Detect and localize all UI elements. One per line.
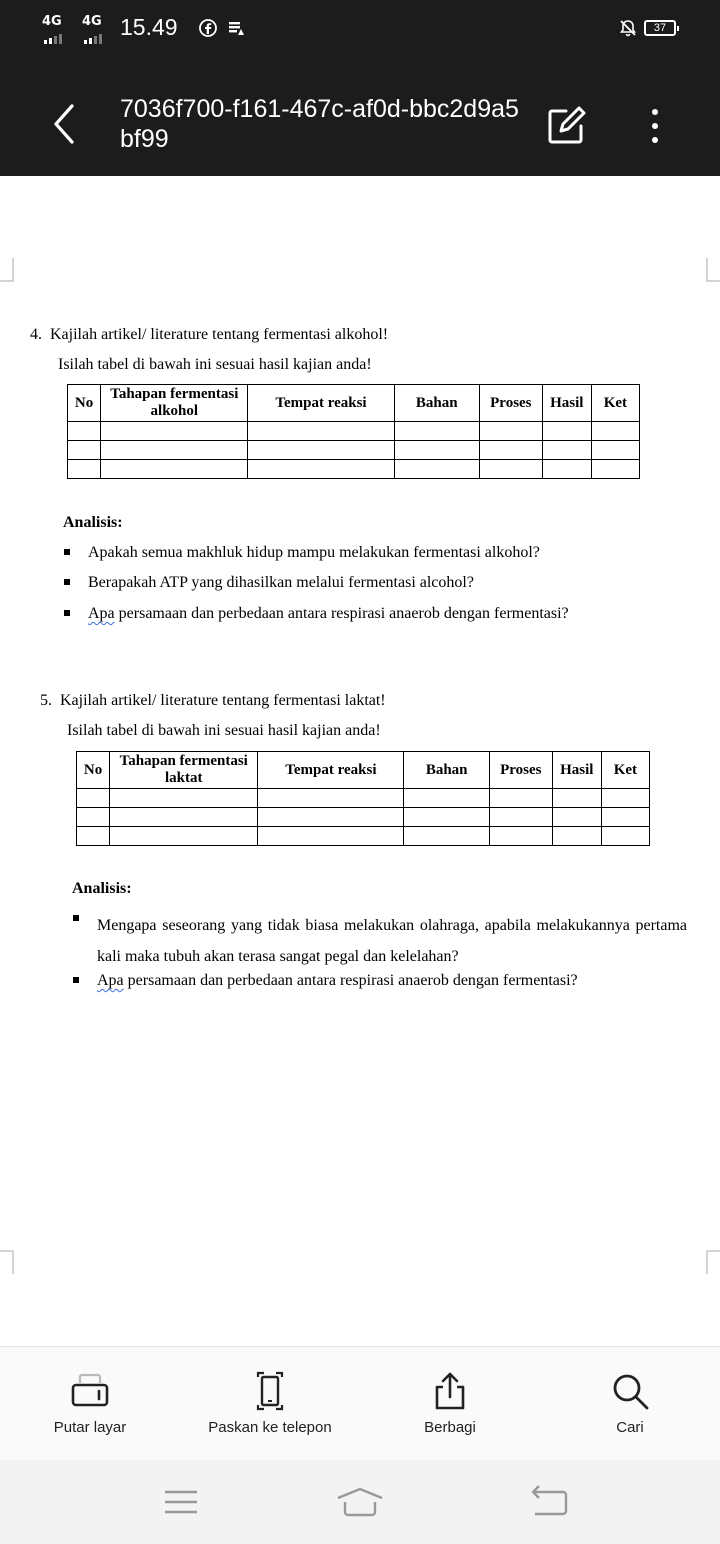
question-4-title [30, 326, 388, 344]
page-corner-mark [706, 258, 720, 282]
table-row [77, 827, 650, 846]
back-icon[interactable] [525, 1482, 575, 1522]
bullet-icon [64, 610, 70, 616]
search-icon [610, 1371, 650, 1411]
bullet-icon [73, 977, 79, 983]
col-header: Tempat reaksi [248, 385, 394, 422]
col-header: Hasil [552, 752, 601, 789]
table-row [68, 441, 640, 460]
analysis-item: Apa persamaan dan perbedaan antara respirasi anaerob dengan fermentasi? [88, 605, 569, 622]
share-label: Berbagi [424, 1419, 476, 1436]
analysis-item: Apakah semua makhluk hidup mampu melakukan fermentasi alkohol? [88, 544, 540, 561]
signal-bars-icon [84, 29, 114, 39]
document-page[interactable] [0, 176, 720, 1346]
col-header: Bahan [404, 752, 489, 789]
analysis-item: Mengapa seseorang yang tidak biasa melakukan olahraga, apabila melakukannya pertama kali maka tubuh akan terasa sangat pegal dan kelelahan? [97, 917, 687, 965]
table-row [77, 808, 650, 827]
question-5-title [40, 692, 386, 710]
col-header: Proses [489, 752, 552, 789]
col-header: No [77, 752, 110, 789]
col-header: Bahan [394, 385, 479, 422]
signal-2-label: 4G [82, 14, 102, 29]
question-4-instruction: Isilah tabel di bawah ini sesuai hasil kajian anda! [58, 356, 372, 373]
system-nav-bar [0, 1460, 720, 1544]
facebook-icon [198, 18, 218, 38]
fit-to-phone-button[interactable] [180, 1347, 360, 1461]
app-header [0, 0, 720, 176]
table-fermentasi-laktat [76, 751, 650, 846]
page-corner-mark [0, 1250, 14, 1274]
rotate-screen-button[interactable] [0, 1347, 180, 1461]
question-text: Kajilah artikel/ literature tentang fermentasi alkohol! [50, 326, 389, 343]
search-button[interactable] [540, 1347, 720, 1461]
bullet-icon [64, 579, 70, 585]
signal-bars-icon [44, 29, 74, 39]
table-row [68, 422, 640, 441]
home-icon[interactable] [335, 1482, 385, 1522]
question-number: 4. [30, 326, 42, 343]
signal-indicator-1 [42, 14, 62, 29]
status-bar [0, 0, 720, 56]
col-header: Ket [591, 385, 639, 422]
edit-icon[interactable] [544, 104, 588, 148]
battery-icon [644, 20, 676, 36]
col-header: Tahapan fermentasi laktat [110, 752, 258, 789]
bottom-toolbar [0, 1346, 720, 1462]
fit-to-phone-icon [250, 1371, 290, 1411]
bullet-icon [73, 915, 79, 921]
notifications-off-icon [618, 18, 638, 38]
page-corner-mark [0, 258, 14, 282]
analysis-item: Apa persamaan dan perbedaan antara respirasi anaerob dengan fermentasi? [97, 972, 578, 989]
col-header: Tempat reaksi [258, 752, 404, 789]
analysis-title: Analisis: [63, 514, 123, 531]
col-header: No [68, 385, 101, 422]
fit-to-phone-label: Paskan ke telepon [208, 1419, 332, 1436]
recent-apps-icon[interactable] [157, 1482, 207, 1522]
col-header: Proses [479, 385, 542, 422]
more-vert-icon[interactable] [640, 104, 670, 148]
rotate-screen-label: Putar layar [53, 1419, 127, 1436]
page-corner-mark [706, 1250, 720, 1274]
battery-level: 37 [653, 22, 667, 34]
analysis-item: Berapakah ATP yang dihasilkan melalui fermentasi alcohol? [88, 574, 474, 591]
search-label: Cari [616, 1419, 644, 1436]
back-arrow-icon[interactable] [46, 100, 86, 148]
col-header: Hasil [542, 385, 591, 422]
table-header-row [77, 752, 650, 789]
question-5-instruction: Isilah tabel di bawah ini sesuai hasil kajian anda! [67, 722, 381, 739]
signal-1-label: 4G [42, 14, 62, 29]
share-icon [430, 1371, 470, 1411]
col-header: Tahapan fermentasi alkohol [101, 385, 248, 422]
table-header-row [68, 385, 640, 422]
bullet-icon [64, 549, 70, 555]
question-number: 5. [40, 692, 52, 709]
share-button[interactable] [360, 1347, 540, 1461]
signal-indicator-2 [82, 14, 102, 29]
col-header: Ket [601, 752, 649, 789]
analysis-title: Analisis: [72, 880, 132, 897]
table-row [77, 789, 650, 808]
table-row [68, 460, 640, 479]
status-time: 15.49 [120, 14, 178, 40]
data-saver-icon [226, 18, 246, 38]
document-title: 7036f700-f161-467c-af0d-bbc2d9a5bf99 [120, 95, 519, 153]
table-fermentasi-alkohol [67, 384, 640, 479]
question-text: Kajilah artikel/ literature tentang fermentasi laktat! [60, 692, 386, 709]
rotate-screen-icon [70, 1371, 110, 1411]
